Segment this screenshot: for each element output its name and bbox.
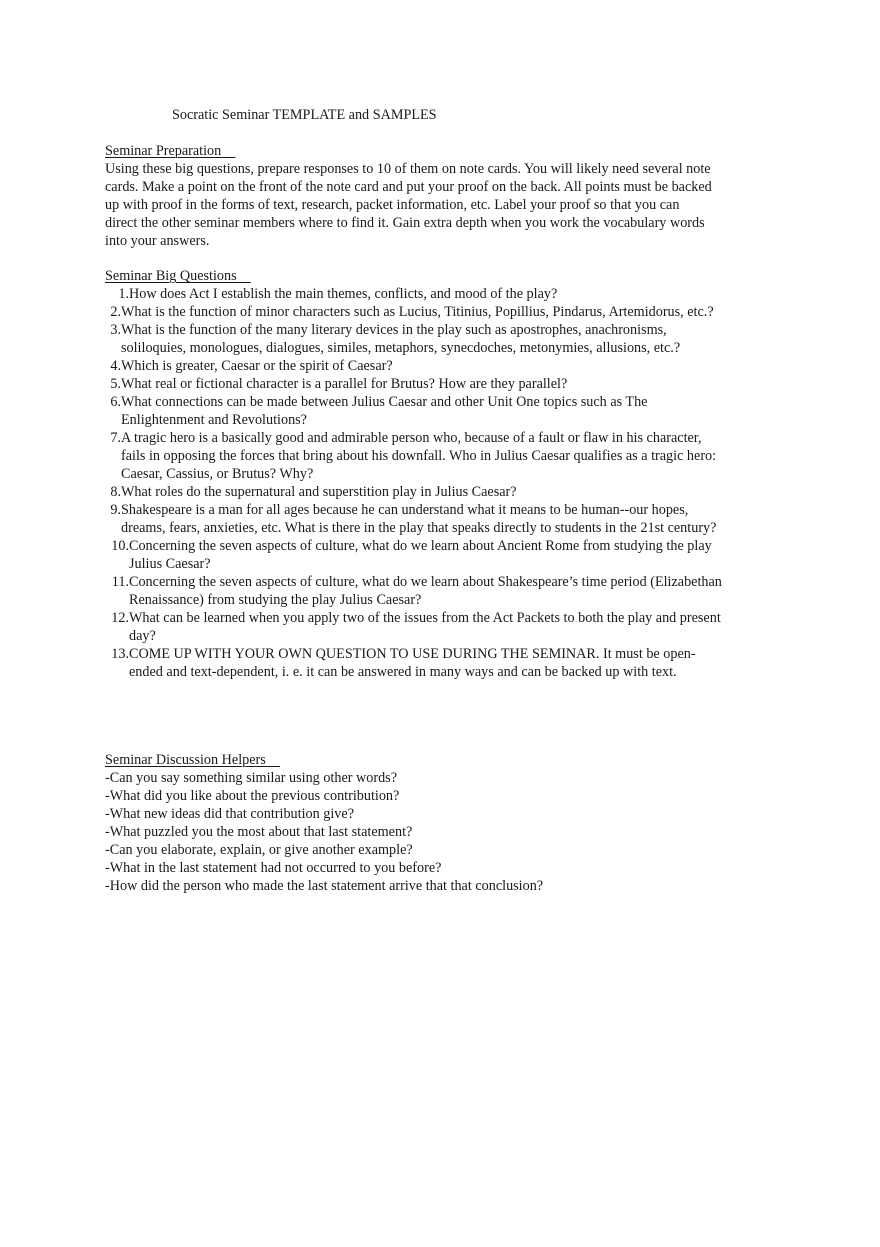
question-number: 6. [110, 394, 121, 410]
question-text: What is the function of the many literary devices in the play such as apostrophes, anachronisms, soliloquies, monologues, dialogues, similes, metaphors, synecdoches, metonymies, allusions, etc.? [121, 322, 681, 356]
document-title: Socratic Seminar TEMPLATE and SAMPLES [172, 107, 437, 123]
question-item [105, 645, 745, 681]
question-item [105, 501, 745, 537]
question-item [105, 573, 745, 609]
question-number: 10. [111, 538, 129, 554]
question-text: What connections can be made between Julius Caesar and other Unit One topics such as The Enlightenment and Revolutions? [121, 394, 648, 428]
helper-item: -Can you say something similar using other words? [105, 770, 397, 786]
big-questions-list [105, 285, 745, 681]
question-item [105, 357, 745, 375]
seminar-preparation-section [105, 142, 745, 250]
question-item [105, 483, 745, 501]
question-number: 8. [110, 484, 121, 500]
helper-item: -What did you like about the previous contribution? [105, 788, 400, 804]
seminar-preparation-heading: Seminar Preparation [105, 143, 236, 159]
seminar-preparation-text: Using these big questions, prepare responses to 10 of them on note cards. You will likely need several note cards. Make a point on the front of the note card and put your proof on the back. All points must be backed up with proof in the forms of text, research, packet information, etc. Label your proof so that you can direct the other seminar members where to find it. Gain extra depth when you work the vocabulary words into your answers. [105, 161, 712, 249]
helper-item: -Can you elaborate, explain, or give another example? [105, 842, 413, 858]
question-number: 2. [110, 304, 121, 320]
question-text: Shakespeare is a man for all ages because he can understand what it means to be human--our hopes, dreams, fears, anxieties, etc. What is there in the play that speaks directly to students in the 21st century? [121, 502, 717, 536]
question-text: What roles do the supernatural and superstition play in Julius Caesar? [121, 484, 517, 500]
question-text: Concerning the seven aspects of culture, what do we learn about Shakespeare’s time period (Elizabethan Renaissance) from studying the play Julius Caesar? [129, 574, 722, 608]
question-text: Concerning the seven aspects of culture, what do we learn about Ancient Rome from studying the play Julius Caesar? [129, 538, 712, 572]
question-text: What real or fictional character is a parallel for Brutus? How are they parallel? [121, 376, 568, 392]
question-number: 1. [118, 286, 129, 302]
question-number: 4. [110, 358, 121, 374]
question-item [105, 393, 745, 429]
question-item [105, 537, 745, 573]
seminar-big-questions-heading: Seminar Big Questions [105, 268, 251, 284]
question-item [105, 321, 745, 357]
question-number: 9. [110, 502, 121, 518]
question-text: Which is greater, Caesar or the spirit of Caesar? [121, 358, 393, 374]
question-text: What can be learned when you apply two of the issues from the Act Packets to both the play and present day? [129, 610, 721, 644]
question-text: What is the function of minor characters such as Lucius, Titinius, Popillius, Pindarus, Artemidorus, etc.? [121, 304, 714, 320]
question-item [105, 303, 745, 321]
seminar-discussion-helpers-section [105, 751, 745, 895]
question-number: 3. [110, 322, 121, 338]
helper-item: -What in the last statement had not occurred to you before? [105, 860, 442, 876]
question-text: A tragic hero is a basically good and admirable person who, because of a fault or flaw in his character, fails in opposing the forces that bring about his downfall. Who in Julius Caesar qualifies as a tragic hero: Caesar, Cassius, or Brutus? Why? [121, 430, 717, 482]
question-item [105, 429, 745, 483]
helper-item: -What puzzled you the most about that last statement? [105, 824, 413, 840]
question-item [105, 375, 745, 393]
question-text: How does Act I establish the main themes, conflicts, and mood of the play? [129, 286, 558, 302]
question-number: 12. [111, 610, 129, 626]
helper-item: -What new ideas did that contribution give? [105, 806, 354, 822]
helper-item: -How did the person who made the last statement arrive that that conclusion? [105, 878, 544, 894]
question-number: 5. [110, 376, 121, 392]
question-item [105, 609, 745, 645]
question-number: 11. [111, 574, 129, 590]
question-text: COME UP WITH YOUR OWN QUESTION TO USE DURING THE SEMINAR. It must be open-ended and text-dependent, i. e. it can be answered in many ways and can be backed up with text. [129, 646, 696, 680]
seminar-big-questions-section [105, 267, 745, 681]
question-number: 13. [111, 646, 129, 662]
seminar-discussion-helpers-heading: Seminar Discussion Helpers [105, 752, 280, 768]
question-item [105, 285, 745, 303]
question-number: 7. [110, 430, 121, 446]
